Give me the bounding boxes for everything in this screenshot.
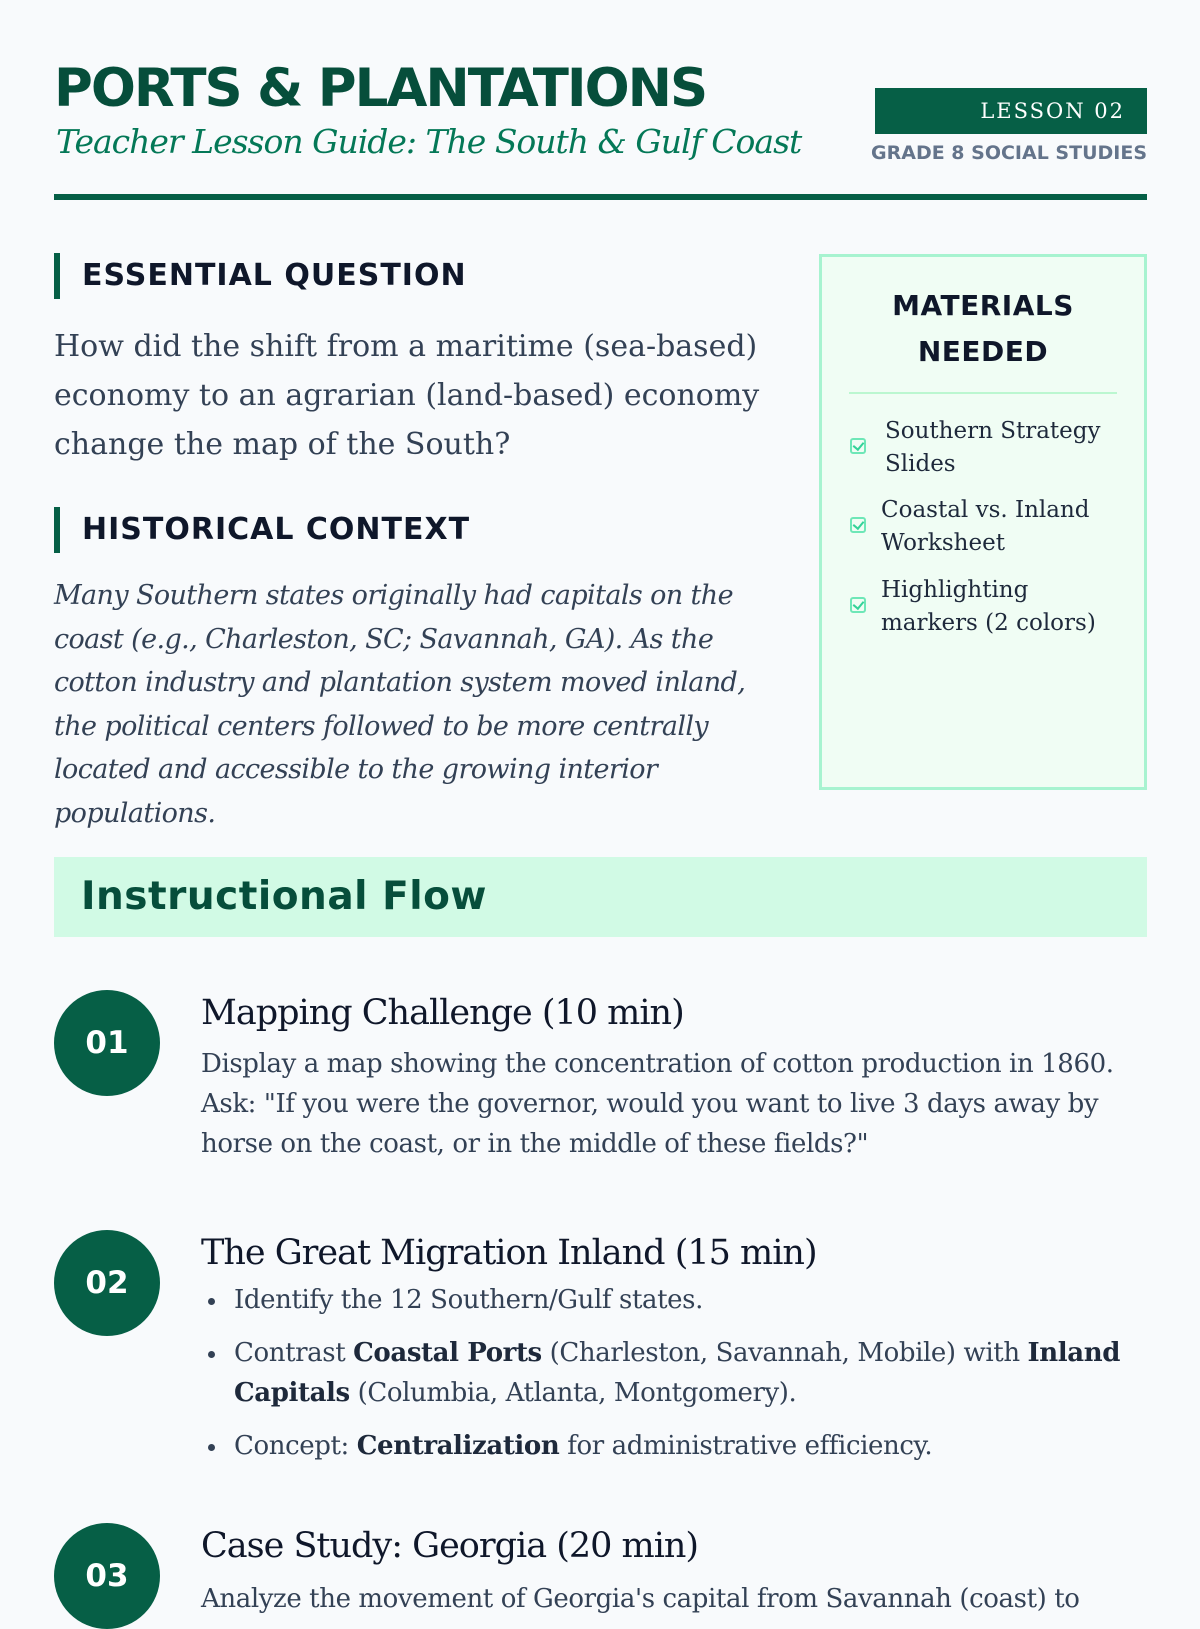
materials-item-label: Coastal vs. Inland Worksheet <box>881 497 1090 556</box>
step-number-badge: 03 <box>54 1523 160 1629</box>
essential-question-heading: ESSENTIAL QUESTION <box>54 253 467 299</box>
instructional-flow-banner <box>54 857 1147 937</box>
page-subtitle: Teacher Lesson Guide: The South & Gulf Coast <box>56 122 802 161</box>
header-divider <box>54 194 1147 200</box>
grade-label: GRADE 8 SOCIAL STUDIES <box>871 142 1147 164</box>
essential-question-text: How did the shift from a maritime (sea-based) economy to an agrarian (land-based) economy change the map of the South? <box>54 329 760 462</box>
step-title: Case Study: Georgia (20 min) <box>201 1526 699 1566</box>
historical-context-text: Many Southern states originally had capitals on the coast (e.g., Charleston, SC; Savannah, GA). As the cotton industry and plantation system moved inland, the political centers followed to be more centrally located and accessible to the growing interior populations. <box>54 580 746 829</box>
step-number-badge: 01 <box>54 990 160 1096</box>
checkbox-icon <box>850 438 866 454</box>
materials-title: MATERIALS NEEDED <box>892 289 1074 368</box>
step-bullet-list <box>201 1280 1131 1479</box>
step-title: The Great Migration Inland (15 min) <box>201 1233 817 1273</box>
page-header <box>54 58 1147 200</box>
list-item: Contrast Coastal Ports (Charleston, Savannah, Mobile) with Inland Capitals (Columbia, Atlanta, Montgomery). <box>201 1333 1131 1413</box>
checkbox-icon <box>850 517 866 533</box>
lesson-badge: LESSON 02 <box>875 88 1147 134</box>
materials-item-label: Southern Strategy Slides <box>885 418 1101 477</box>
instructional-flow-title: Instructional Flow <box>81 874 487 919</box>
list-item: Concept: Centralization for administrative efficiency. <box>201 1426 1131 1466</box>
step-description: Display a map showing the concentration of cotton production in 1860. Ask: "If you were the governor, would you want to live 3 days away by horse on the coast, or in the middle of these fields?" <box>201 1049 1114 1159</box>
historical-context-heading: HISTORICAL CONTEXT <box>54 507 470 553</box>
step-title: Mapping Challenge (10 min) <box>201 993 684 1033</box>
page-title: PORTS & PLANTATIONS <box>54 58 707 119</box>
materials-panel <box>819 254 1147 790</box>
list-item: Identify the 12 Southern/Gulf states. <box>201 1280 1131 1320</box>
checkbox-icon <box>850 597 866 613</box>
step-description: Analyze the movement of Georgia's capital from Savannah (coast) to <box>201 1584 1080 1614</box>
step-number-badge: 02 <box>54 1230 160 1336</box>
materials-divider <box>849 392 1117 394</box>
materials-item-label: Highlighting markers (2 colors) <box>881 577 1096 636</box>
